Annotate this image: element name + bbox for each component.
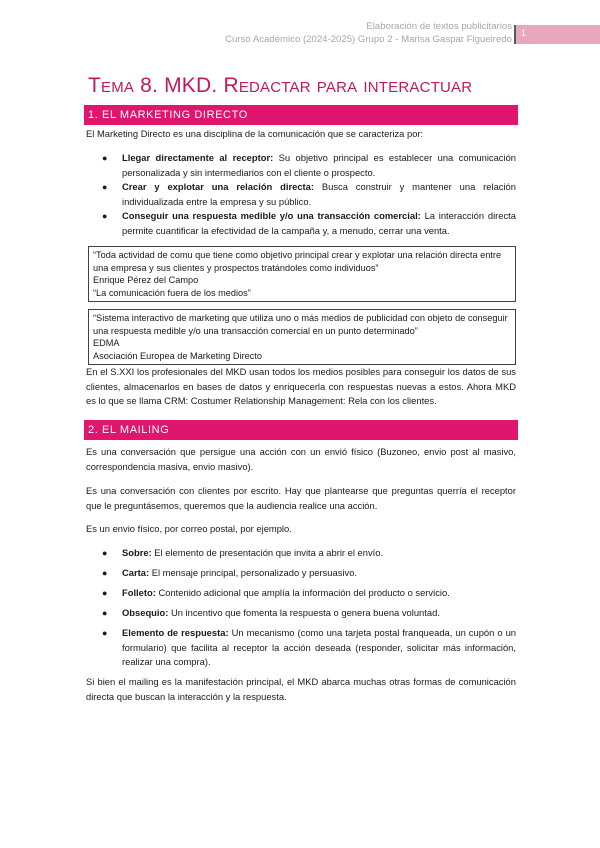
section1-intro: El Marketing Directo es una disciplina de la comunicación que se caracteriza por: (86, 128, 424, 139)
list-item: ● Sobre: El elemento de presentación que invita a abrir el envío. (104, 546, 516, 561)
header-page-tab (514, 25, 600, 44)
section2-paragraph-3: Es un envio físico, por correo postal, por ejemplo. (86, 523, 292, 534)
bullet-icon: ● (102, 211, 108, 221)
header-course-title: Elaboración de textos publicitarios (366, 21, 512, 32)
page-number: 1 (521, 28, 527, 38)
list-item: ● Crear y explotar una relación directa: Busca construir y mantener una relación individualizada entre la empresa y su público. (102, 181, 516, 207)
list-item: ● Elemento de respuesta: Un mecanismo (como una tarjeta postal franqueada, un cupón o un formulario) que facilita al receptor la acción deseada (responder, solicitar más información, realizar una compra). (102, 627, 516, 667)
bullet-icon: ● (102, 608, 108, 618)
bullet-icon: ● (102, 548, 108, 558)
bullet-icon: ● (102, 568, 108, 578)
section1-closing: En el S.XXI los profesionales del MKD usan todos los medios posibles para conseguir los datos de sus clientes, almacenarlos en bases de datos y enriquecerla con respuestas nuevas a estos. Ahora MKD es lo que se llama CRM: Costumer Relationship Management: Rela con los clientes. (86, 366, 516, 406)
header-course-info: Curso Académico (2024-2025) Grupo 2 - Marisa Gaspar Figueiredo (225, 34, 512, 45)
list-item: ● Carta: El mensaje principal, personalizado y persuasivo. (104, 566, 516, 581)
section2-paragraph-1: Es una conversación que persigue una acción con un envió físico (Buzoneo, envio post al masivo, correspondencia masiva, envio masivo). (86, 446, 516, 472)
quote-source: “La comunicación fuera de los medios” (93, 287, 251, 298)
quote-author: Enrique Pérez del Campo (93, 275, 199, 286)
section2-closing: Si bien el mailing es la manifestación principal, el MKD abarca muchas otras formas de comunicación directa que buscan la interacción y la respuesta. (86, 676, 516, 702)
section2-paragraph-2: Es una conversación con clientes por escrito. Hay que plantearse que preguntas querría el receptor que le preguntásemos, queremos que la audiencia realice una acción. (86, 485, 516, 511)
bullet-icon: ● (102, 628, 108, 638)
list-item: ● Obsequio: Un incentivo que fomenta la respuesta o genera buena voluntad. (104, 606, 516, 621)
section-heading-mailing: 2. EL MAILING (84, 420, 518, 440)
bullet-icon: ● (102, 153, 108, 163)
quote-text: “Toda actividad de comu que tiene como objetivo principal crear y explotar una relación directa entre una empresa y sus clientes y prospectos tratándoles como individuos” (93, 250, 502, 273)
quote-text: “Sistema interactivo de marketing que utiliza uno o más medios de publicidad con objeto de conseguir una respuesta medible y/o una transacción comercial en un punto determinado” (93, 313, 508, 336)
quote-box-edma (88, 309, 516, 365)
bullet-icon: ● (102, 182, 108, 192)
running-header (172, 20, 512, 46)
list-item: ● Folleto: Contenido adicional que amplía la información del producto o servicio. (104, 586, 516, 601)
list-item: ● Llegar directamente al receptor: Su objetivo principal es establecer una comunicación personalizada y sin intermediarios con el cliente o prospecto. (102, 152, 516, 178)
quote-source: Asociación Europea de Marketing Directo (93, 350, 263, 361)
quote-author: EDMA (93, 338, 120, 349)
page-title: Tema 8. MKD. Redactar para interactuar (88, 74, 473, 97)
list-item: ● Conseguir una respuesta medible y/o una transacción comercial: La interacción directa permite cuantificar la efectividad de la campaña y, a menudo, cerrar una venta. (102, 210, 516, 236)
bullet-icon: ● (102, 588, 108, 598)
quote-box-perez-del-campo (88, 246, 516, 302)
section-heading-marketing-directo: 1. EL MARKETING DIRECTO (84, 105, 518, 125)
